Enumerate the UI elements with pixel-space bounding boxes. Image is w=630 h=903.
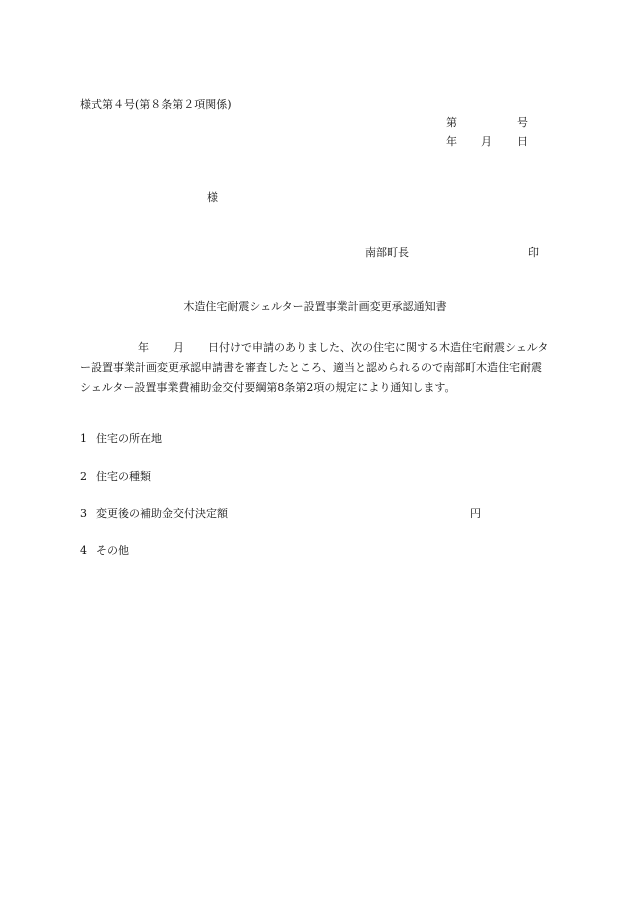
doc-number-suffix: 号 [517,116,528,129]
document-title: 木造住宅耐震シェルター設置事業計画変更承認通知書 [183,300,447,313]
item-unit: 円 [470,507,481,520]
doc-date-month: 月 [481,135,492,148]
item-number: 1 [80,432,87,445]
item-number: 3 [80,507,87,520]
addressee-suffix: 様 [207,191,218,204]
item-label: 変更後の補助金交付決定額 [96,507,228,520]
body-paragraph [80,338,550,398]
doc-date-day: 日 [517,135,528,148]
item-number: 4 [80,544,87,557]
item-label: その他 [96,544,129,557]
body-month: 月 [173,341,184,354]
form-label: 様式第４号(第８条第２項関係) [80,98,232,111]
body-year: 年 [138,341,149,354]
item-label: 住宅の所在地 [96,432,162,445]
issuer-name: 南部町長 [365,246,409,259]
item-label: 住宅の種類 [96,470,151,483]
item-number: 2 [80,470,87,483]
doc-date-year: 年 [446,135,457,148]
body-text: 日付けで申請のありました、次の住宅に関する木造住宅耐震シェルター設置事業計画変更承認申請書を審査したところ、適当と認められるので南部町木造住宅耐震シェルター設置事業費補助金交付要綱第8条第2項の規定により通知します。 [80,341,549,394]
issuer-seal: 印 [528,246,539,259]
doc-number-prefix: 第 [446,116,457,129]
